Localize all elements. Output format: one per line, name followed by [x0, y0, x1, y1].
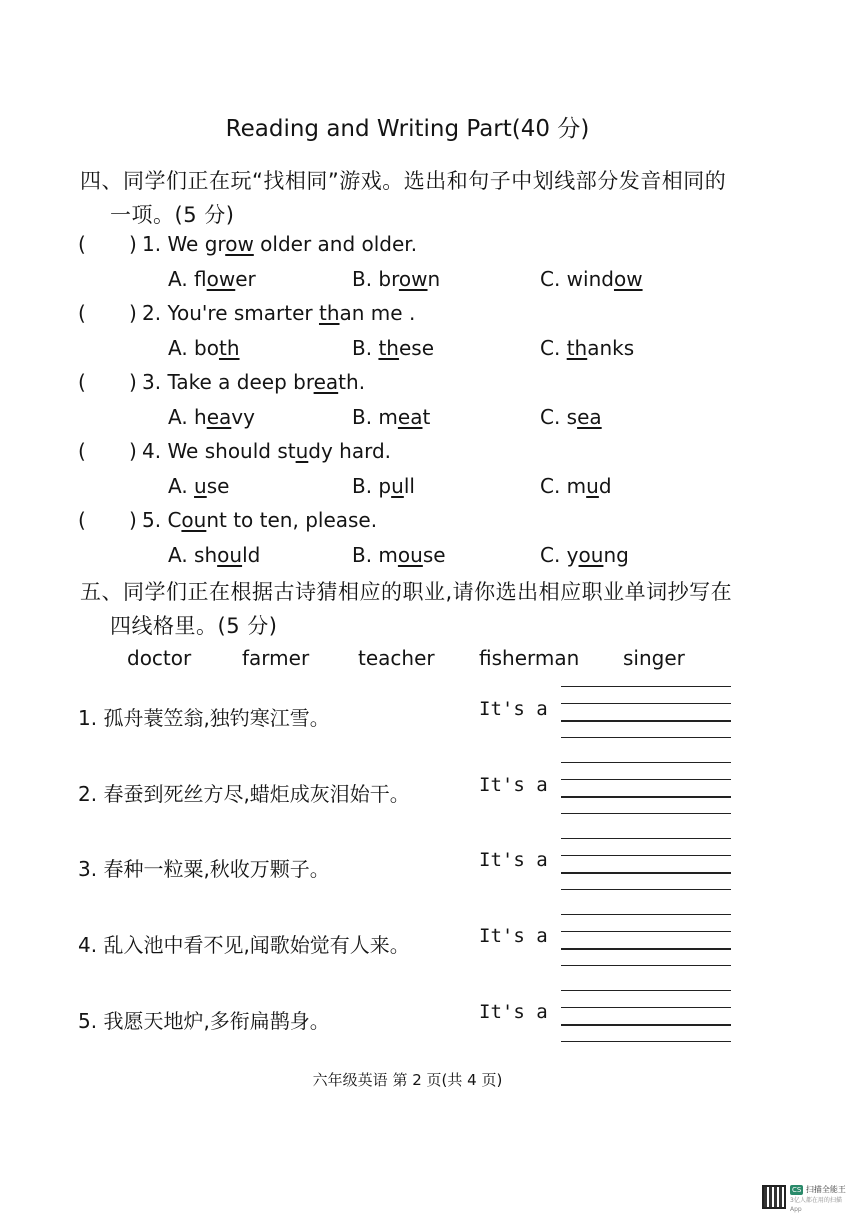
four-line-grid[interactable] [561, 762, 731, 816]
grid-line [561, 737, 731, 738]
option-c [540, 336, 634, 360]
option-text: C. [540, 336, 567, 360]
answer-bracket-close: ) [129, 439, 137, 463]
scanner-watermark [790, 1184, 852, 1213]
underlined-sound: ea [397, 405, 423, 429]
answer-bracket-open: ( [78, 301, 86, 325]
option-b [352, 474, 415, 498]
poem-line-1: 1. 孤舟蓑笠翁,独钓寒江雪。 [78, 706, 330, 730]
scanner-tagline: 3亿人都在用的扫描App [790, 1197, 842, 1213]
question-text: dy hard. [308, 439, 392, 463]
underlined-sound: ou [217, 543, 243, 567]
underlined-sound: u [295, 439, 309, 463]
option-text: vy [231, 405, 255, 429]
answer-bracket-open: ( [78, 370, 86, 394]
option-text: A. fl [168, 267, 207, 291]
question-text: an me . [339, 301, 416, 325]
page-title: Reading and Writing Part(40 分) [225, 116, 590, 142]
option-text: anks [587, 336, 635, 360]
answer-prompt: It's a [479, 774, 548, 796]
grid-line [561, 762, 731, 763]
option-text: B. m [352, 405, 398, 429]
question-text: older and older. [253, 232, 418, 256]
option-text: d [598, 474, 612, 498]
word-bank-singer: singer [623, 646, 685, 670]
option-text: C. wind [540, 267, 614, 291]
underlined-sound: ea [206, 405, 232, 429]
underlined-sound: ea [313, 370, 339, 394]
option-text: C. y [540, 543, 579, 567]
page-footer: 六年级英语 第 2 页(共 4 页) [312, 1071, 503, 1089]
underlined-sound: ou [578, 543, 604, 567]
underlined-sound: ou [397, 543, 423, 567]
grid-line [561, 813, 731, 814]
grid-line [561, 1007, 731, 1008]
grid-line [561, 1024, 731, 1026]
section5-heading-line2: 四线格里。(5 分) [110, 614, 278, 638]
option-text: ng [603, 543, 629, 567]
answer-blank[interactable] [90, 301, 128, 327]
word-bank-teacher: teacher [358, 646, 435, 670]
grid-line [561, 703, 731, 704]
answer-prompt: It's a [479, 698, 548, 720]
underlined-sound: th [378, 336, 399, 360]
option-text: ll [403, 474, 415, 498]
grid-line [561, 686, 731, 687]
answer-bracket-open: ( [78, 232, 86, 256]
option-a [168, 474, 229, 498]
question-number: 3. [142, 370, 168, 394]
option-text: ld [242, 543, 261, 567]
answer-blank[interactable] [90, 439, 128, 465]
question-3 [142, 370, 365, 394]
option-text: B. br [352, 267, 399, 291]
four-line-grid[interactable] [561, 990, 731, 1044]
question-number: 4. [142, 439, 168, 463]
four-line-grid[interactable] [561, 686, 731, 740]
question-text: C [167, 508, 182, 532]
question-number: 2. [142, 301, 168, 325]
answer-bracket-close: ) [129, 508, 137, 532]
four-line-grid[interactable] [561, 914, 731, 968]
underlined-sound: u [194, 474, 207, 498]
word-bank-farmer: farmer [242, 646, 310, 670]
question-number: 5. [142, 508, 168, 532]
underlined-sound: th [318, 301, 340, 325]
grid-line [561, 855, 731, 856]
scanner-name: 扫描全能王 [805, 1185, 846, 1194]
question-number: 1. [142, 232, 168, 256]
answer-blank[interactable] [90, 370, 128, 396]
option-a [168, 405, 255, 429]
answer-bracket-close: ) [129, 370, 137, 394]
answer-bracket-open: ( [78, 439, 86, 463]
option-text: A. [168, 474, 195, 498]
answer-prompt: It's a [479, 1001, 548, 1023]
option-a [168, 267, 256, 291]
underlined-sound: ow [225, 232, 254, 256]
word-bank-doctor: doctor [127, 646, 192, 670]
poem-line-3: 3. 春种一粒粟,秋收万颗子。 [78, 857, 330, 881]
option-text: A. sh [168, 543, 218, 567]
answer-prompt: It's a [479, 925, 548, 947]
option-text: B. [352, 336, 379, 360]
underlined-sound: ou [181, 508, 207, 532]
option-b [352, 336, 434, 360]
grid-line [561, 796, 731, 798]
grid-line [561, 872, 731, 874]
qr-code-icon [762, 1185, 786, 1209]
option-b [352, 405, 430, 429]
grid-line [561, 931, 731, 932]
poem-line-4: 4. 乱入池中看不见,闻歌始觉有人来。 [78, 933, 410, 957]
option-text: A. bo [168, 336, 219, 360]
grid-line [561, 965, 731, 966]
option-a [168, 543, 260, 567]
word-bank-fisherman: fisherman [479, 646, 580, 670]
option-text: se [422, 543, 446, 567]
option-text: C. m [540, 474, 587, 498]
question-text: Take a deep br [167, 370, 314, 394]
option-text: n [427, 267, 441, 291]
question-text: We gr [167, 232, 226, 256]
grid-line [561, 889, 731, 890]
underlined-sound: th [566, 336, 588, 360]
option-text: er [235, 267, 256, 291]
option-text: t [422, 405, 431, 429]
option-text: se [206, 474, 230, 498]
question-1 [142, 232, 417, 256]
underlined-sound: u [586, 474, 599, 498]
option-text: ese [398, 336, 434, 360]
question-4 [142, 439, 391, 463]
grid-line [561, 838, 731, 839]
answer-bracket-open: ( [78, 508, 86, 532]
question-text: nt to ten, please. [206, 508, 378, 532]
underlined-sound: ow [398, 267, 428, 291]
question-text: You're smarter [167, 301, 319, 325]
option-b [352, 543, 446, 567]
poem-line-5: 5. 我愿天地炉,多衔扁鹊身。 [78, 1009, 330, 1033]
answer-blank[interactable] [90, 508, 128, 534]
answer-blank[interactable] [90, 232, 128, 258]
underlined-sound: u [391, 474, 404, 498]
option-b [352, 267, 440, 291]
scanner-logo-icon: CS [792, 1186, 802, 1194]
grid-line [561, 990, 731, 991]
answer-bracket-close: ) [129, 232, 137, 256]
grid-line [561, 1041, 731, 1042]
answer-bracket-close: ) [129, 301, 137, 325]
section5-heading-line1: 五、同学们正在根据古诗猜相应的职业,请你选出相应职业单词抄写在 [80, 580, 733, 604]
option-text: C. s [540, 405, 578, 429]
four-line-grid[interactable] [561, 838, 731, 892]
question-5 [142, 508, 377, 532]
option-a [168, 336, 240, 360]
grid-line [561, 720, 731, 722]
grid-line [561, 779, 731, 780]
section4-heading-line1: 四、同学们正在玩“找相同”游戏。选出和句子中划线部分发音相同的 [80, 169, 727, 193]
underlined-sound: ow [613, 267, 643, 291]
question-2 [142, 301, 415, 325]
underlined-sound: ow [206, 267, 236, 291]
answer-prompt: It's a [479, 849, 548, 871]
grid-line [561, 948, 731, 950]
section4-heading-line2: 一项。(5 分) [110, 203, 235, 227]
underlined-sound: th [218, 336, 240, 360]
option-text: B. m [352, 543, 398, 567]
option-c [540, 405, 602, 429]
question-text: We should st [167, 439, 296, 463]
grid-line [561, 914, 731, 915]
poem-line-2: 2. 春蚕到死丝方尽,蜡炬成灰泪始干。 [78, 782, 410, 806]
question-text: th. [338, 370, 366, 394]
option-text: A. h [168, 405, 207, 429]
option-text: B. p [352, 474, 392, 498]
option-c [540, 474, 612, 498]
option-c [540, 543, 629, 567]
option-c [540, 267, 643, 291]
underlined-sound: ea [577, 405, 602, 429]
